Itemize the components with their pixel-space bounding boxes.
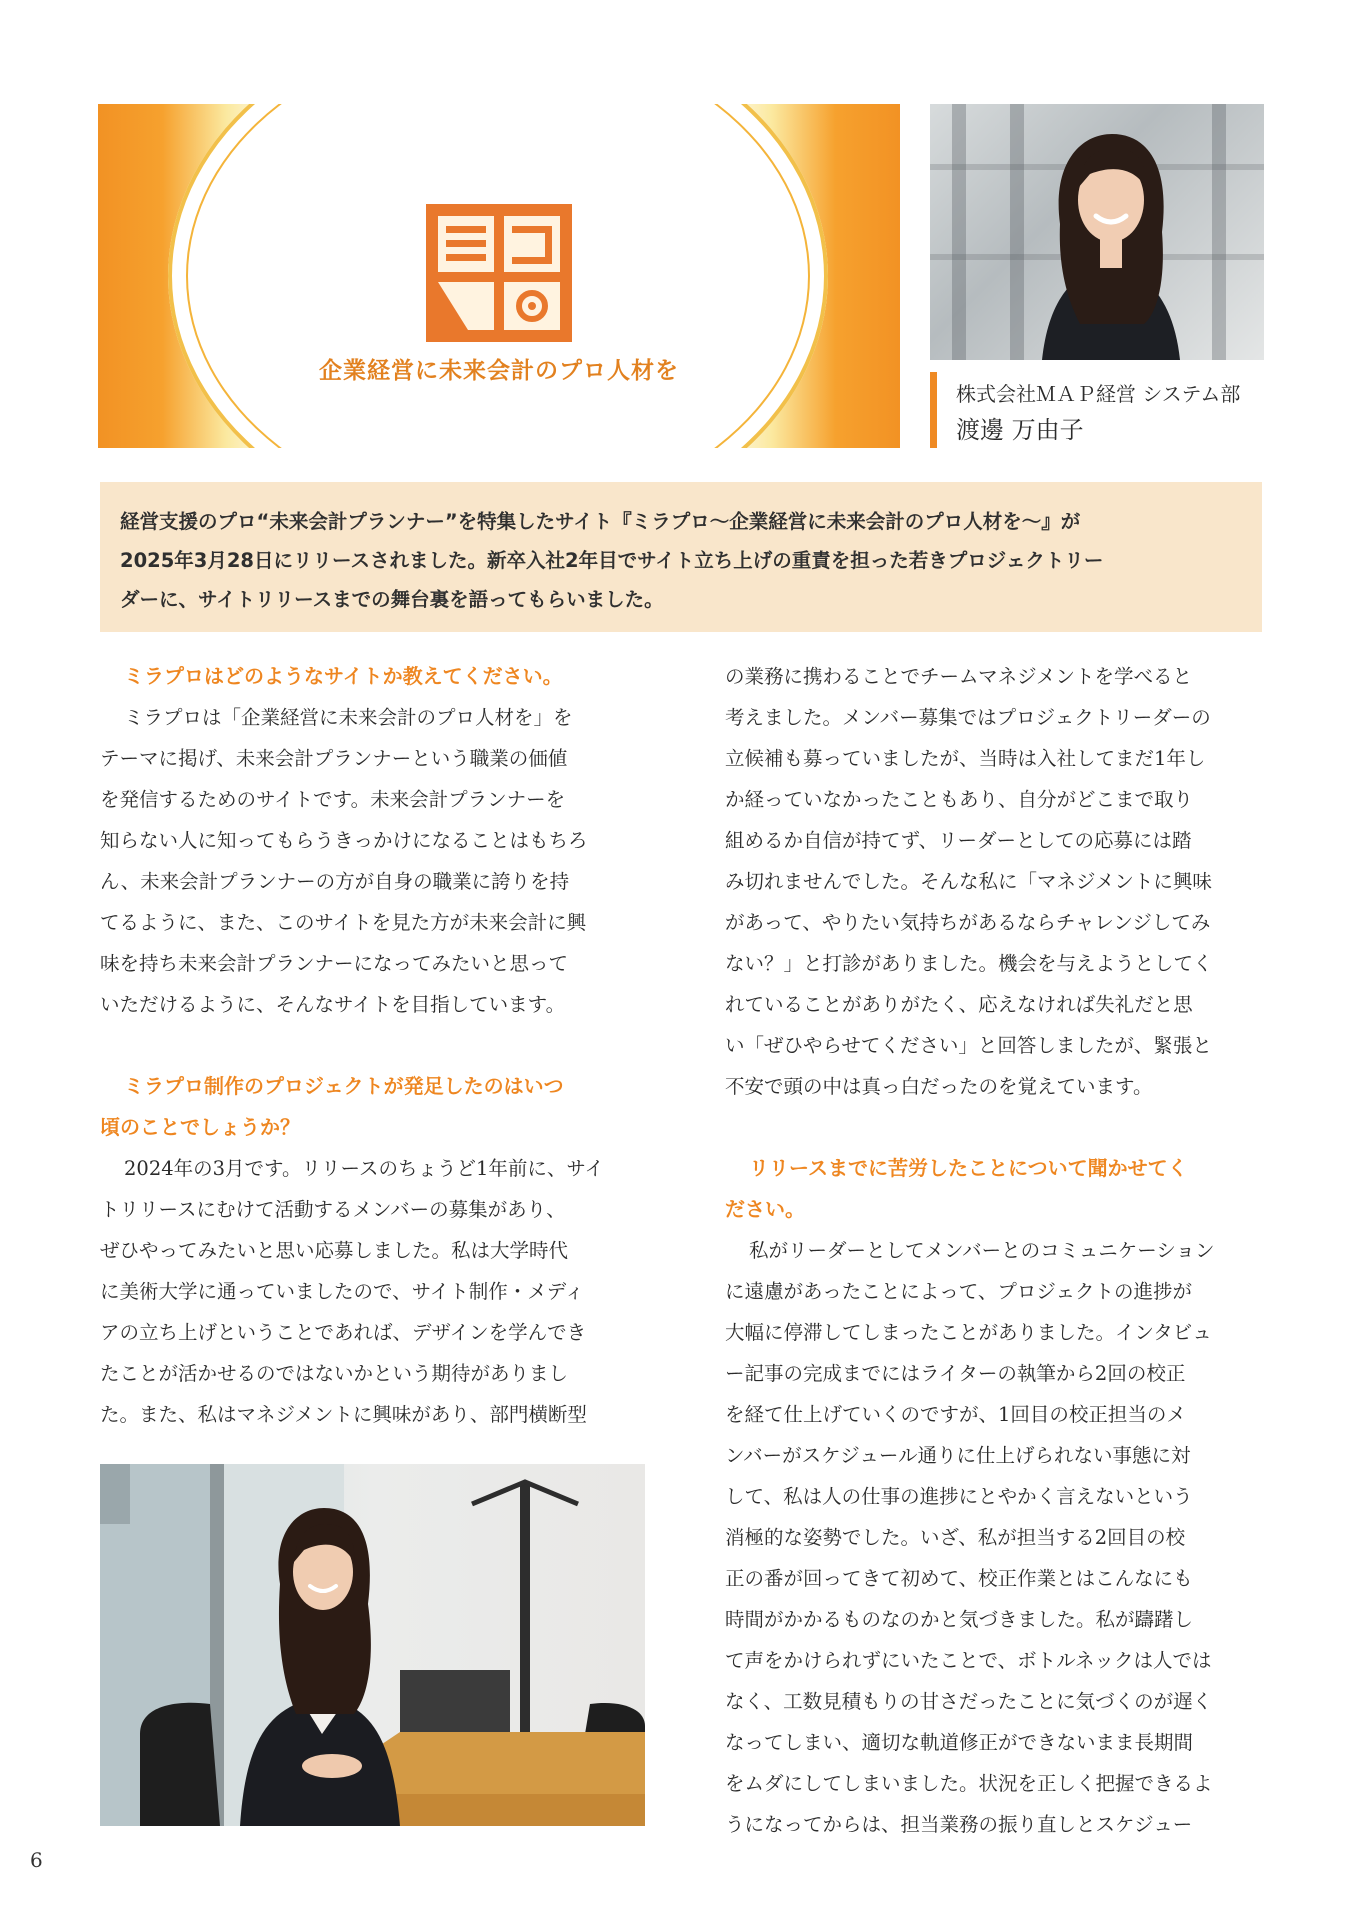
answer-1 [100,697,645,1025]
answer-line: たことが活かせるのではないかという期待がありまし [100,1362,569,1385]
answer-line: 時間がかかるものなのかと気づきました。私が躊躇し [725,1608,1194,1631]
hero-banner [98,104,900,448]
lead-line: ダーに、サイトリリースまでの舞台裏を語ってもらいました。 [120,588,664,611]
answer-line: 知らない人に知ってもらうきっかけになることはもちろ [100,829,588,852]
answer-line: して、私は人の仕事の進捗にとやかく言えないという [725,1485,1193,1508]
answer-line: いただけるように、そんなサイトを目指しています。 [100,993,566,1016]
answer-line: テーマに掲げ、未来会計プランナーという職業の価値 [100,747,568,770]
question-line: リリースまでに苦労したことについて聞かせてく [749,1156,1188,1180]
answer-line: れていることがありがたく、応えなければ失礼だと思 [725,993,1193,1016]
answer-line: ンバーがスケジュール通りに仕上げられない事態に対 [725,1444,1191,1467]
question-line: ミラプロ制作のプロジェクトが発足したのはいつ [124,1074,564,1098]
answer-line: 大幅に停滞してしまったことがありました。インタビュ [725,1321,1212,1344]
right-column-bottom [725,1148,1270,1845]
caption-accent-bar [930,372,937,448]
interview-photo [100,1464,645,1826]
answer-2-continued [725,656,1270,1107]
answer-line: をムダにしてしまいました。状況を正しく把握できるよ [725,1772,1213,1795]
left-column-bottom [100,1066,645,1435]
lead-line: 2025年3月28日にリリースされました。新卒入社2年目でサイト立ち上げの重責を担った若きプロジェクトリー [120,549,1104,572]
answer-line: い「ぜひやらせてください」と回答しましたが、緊張と [725,1034,1212,1057]
answer-line: に遠慮があったことによって、プロジェクトの進捗が [725,1280,1193,1303]
answer-line: なってしまい、適切な軌道修正ができないまま長期間 [725,1731,1194,1754]
lead-box [100,482,1262,632]
caption-name: 渡邊 万由子 [956,416,1084,444]
question-1 [100,656,645,697]
answer-line: トリリースにむけて活動するメンバーの募集があり、 [100,1198,566,1221]
portrait-photo [930,104,1264,360]
question-line: ださい。 [725,1197,805,1221]
question-line: 頃のことでしょうか？ [100,1115,300,1139]
miraipro-logo [424,202,574,344]
answer-line: て声をかけられずにいたことで、ボトルネックは人では [725,1649,1212,1672]
answer-line: があって、やりたい気持ちがあるならチャレンジしてみ [725,911,1211,934]
left-column-top [100,656,645,1025]
answer-line: 組めるか自信が持てず、リーダーとしての応募には踏 [725,829,1192,852]
answer-line: 考えました。メンバー募集ではプロジェクトリーダーの [725,706,1211,729]
answer-line: ー記事の完成までにはライターの執筆から2回の校正 [725,1362,1186,1385]
answer-line: アの立ち上げということであれば、デザインを学んでき [100,1321,587,1344]
page-number: 6 [30,1848,43,1872]
caption-company: 株式会社ＭＡＰ経営 システム部 [956,382,1241,406]
answer-line: 消極的な姿勢でした。いざ、私が担当する2回目の校 [725,1526,1186,1549]
answer-line: うになってからは、担当業務の振り直しとスケジュー [725,1813,1193,1836]
banner-title: 企業経営に未来会計のプロ人材を [319,358,679,384]
answer-line: か経っていなかったこともあり、自分がどこまで取り [725,788,1194,811]
portrait-figure [930,104,1264,360]
answer-line: た。また、私はマネジメントに興味があり、部門横断型 [100,1403,587,1426]
answer-line: 不安で頭の中は真っ白だったのを覚えています。 [725,1075,1153,1098]
answer-line: を経て仕上げていくのですが、1回目の校正担当のメ [725,1403,1186,1426]
question-2 [100,1066,645,1148]
answer-line: 2024年の3月です。リリースのちょうど1年前に、サイ [124,1157,605,1180]
question-line: ミラプロはどのようなサイトか教えてください。 [124,664,563,688]
answer-line: ん、未来会計プランナーの方が自身の職業に誇りを持 [100,870,570,893]
answer-line: ない？」と打診がありました。機会を与えようとしてく [725,952,1213,975]
answer-line: なく、工数見積もりの甘さだったことに気づくのが遅く [725,1690,1213,1713]
answer-line: に美術大学に通っていましたので、サイト制作・メディ [100,1280,585,1303]
answer-line: ミラプロは「企業経営に未来会計のプロ人材を」を [124,706,573,729]
answer-line: み切れませんでした。そんな私に「マネジメントに興味 [725,870,1212,893]
interview-scene [100,1464,645,1826]
answer-2 [100,1148,645,1435]
right-column-top [725,656,1270,1107]
question-3 [725,1148,1270,1230]
answer-3 [725,1230,1270,1845]
answer-line: ぜひやってみたいと思い応募しました。私は大学時代 [100,1239,569,1262]
answer-line: の業務に携わることでチームマネジメントを学べると [725,665,1193,688]
answer-line: 正の番が回ってきて初めて、校正作業とはこんなにも [725,1567,1193,1590]
answer-line: 立候補も募っていましたが、当時は入社してまだ1年し [725,747,1206,770]
answer-line: 味を持ち未来会計プランナーになってみたいと思って [100,952,569,975]
answer-line: を発信するためのサイトです。未来会計プランナーを [100,788,566,811]
lead-line: 経営支援のプロ“未来会計プランナー”を特集したサイト『ミラプロ～企業経営に未来会計のプロ人材を～』が [120,510,1081,533]
answer-line: 私がリーダーとしてメンバーとのコミュニケーション [749,1239,1215,1262]
answer-line: てるように、また、このサイトを見た方が未来会計に興 [100,911,587,934]
